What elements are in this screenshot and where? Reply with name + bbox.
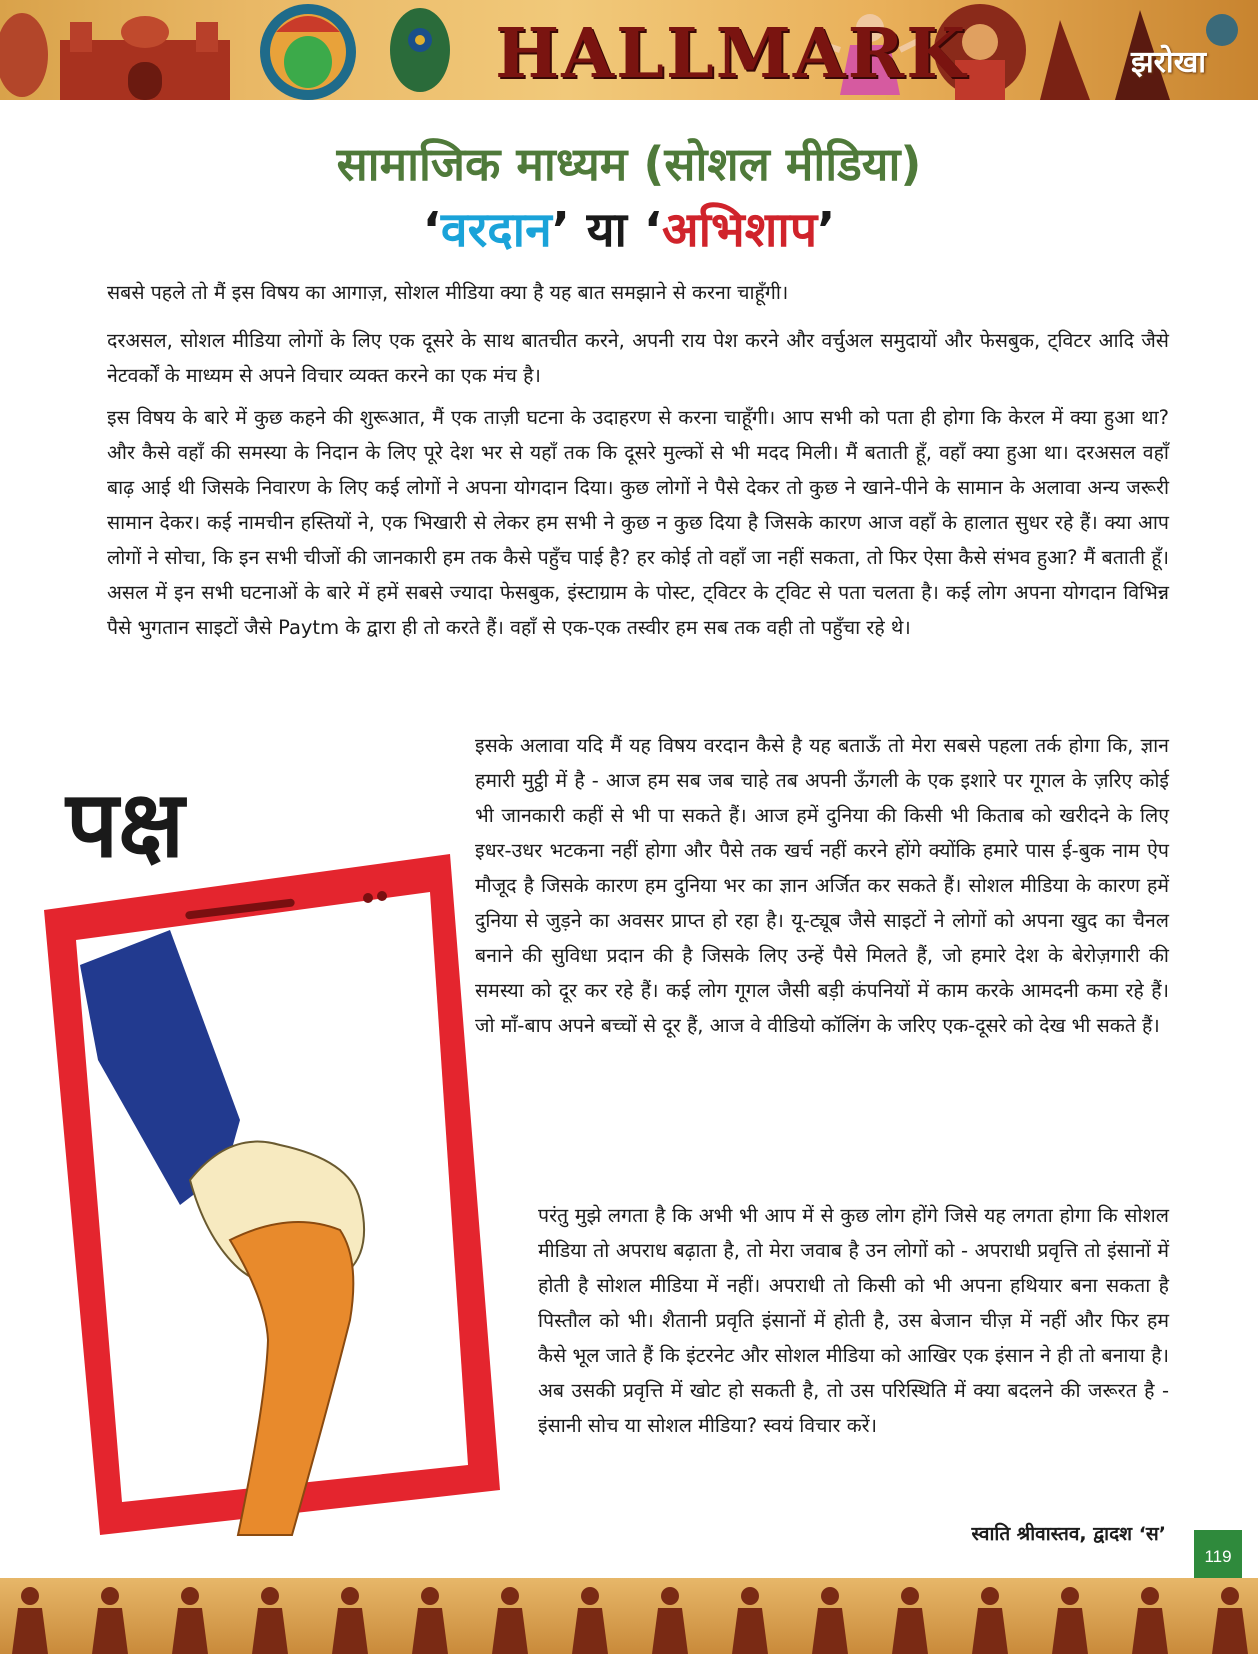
phone-camera-dot <box>363 893 373 903</box>
title-word-curse: अभिशाप <box>661 202 818 258</box>
phone-camera-dot-2 <box>377 891 387 901</box>
quote-open-2: ‘ <box>643 202 662 258</box>
kathakali-face-art <box>260 4 356 100</box>
section-tag: झरोखा <box>1130 45 1206 80</box>
footer-banner <box>0 1578 1258 1654</box>
peacock-art <box>390 8 450 92</box>
mask-art <box>0 13 48 97</box>
paragraph-blessing: इसके अलावा यदि मैं यह विषय वरदान कैसे है यह बताऊँ तो मेरा सबसे पहला तर्क होगा कि, ज्ञान हमारी मुट्ठी में है - आज हम सब जब चाहे तब अपनी ऊँगली के एक इशारे पर गूगल के ज़रिए कोई भी जानकारी कहीं से भी पा सकते हैं। आज हमें दुनिया की किसी भी किताब को खरीदने के लिए इधर-उधर भटकना नहीं होगा और पैसे तक खर्च नहीं करने होंगे क्योंकि हमारे पास ई-बुक नाम ऐप मौजूद है जिसके कारण हम दुनिया भर का ज्ञान अर्जित कर सकते हैं। सोशल मीडिया के कारण हमें दुनिया से जुड़ने का अवसर प्राप्त हो रहा है। यू-ट्यूब जैसे साइटों ने लोगों को अपना खुद का चैनल बनाने की सुविधा प्रदान की है जिसके लिए उन्हें पैसे मिलते हैं, जो हमारे देश के बेरोज़गारी की समस्या को दूर कर रहे हैं। कई लोग गूगल जैसी बड़ी कंपनियों में काम करके आमदनी कमा रहे हैं। जो माँ-बाप अपने बच्चों से दूर हैं, आज वे वीडियो कॉलिंग के जरिए एक-दूसरे को देख भी सकते हैं। <box>475 734 1169 1037</box>
author-signature: स्वाति श्रीवास्तव, द्वादश ‘स’ <box>971 1523 1166 1545</box>
footer-figures-art <box>0 1578 1258 1654</box>
quote-close-2: ’ <box>817 202 836 258</box>
page-number-badge: 119 <box>1194 1530 1242 1584</box>
paragraph-definition: दरअसल, सोशल मीडिया लोगों के लिए एक दूसरे के साथ बातचीत करने, अपनी राय पेश करने और वर्चुअल समुदायों और फेसबुक, ट्विटर आदि जैसे नेटवर्कों के माध्यम से अपने विचार व्यक्त करने का एक मंच है। <box>107 329 1169 387</box>
quote-close: ’ <box>551 202 570 258</box>
paragraph-intro: सबसे पहले तो मैं इस विषय का आगाज़, सोशल मीडिया क्या है यह बात समझाने से करना चाहूँगी। <box>107 281 789 304</box>
quote-open: ‘ <box>422 202 441 258</box>
title-connector: या <box>570 202 644 258</box>
title-word-blessing: वरदान <box>440 202 552 258</box>
illustration-label: पक्ष <box>66 770 185 878</box>
brand-title: HALLMARK <box>495 14 968 94</box>
paragraph-kerala-example: इस विषय के बारे में कुछ कहने की शुरूआत, मैं एक ताज़ी घटना के उदाहरण से करना चाहूँगी। आप सभी को पता ही होगा कि केरल में क्या हुआ था? और कैसे वहाँ की समस्या के निदान के लिए पूरे देश भर से यहाँ तक कि दूसरे मुल्कों से भी मदद मिली। मैं बताती हूँ, वहाँ क्या हुआ था। दरअसल वहाँ बाढ़ आई थी जिसके निवारण के लिए कई लोगों ने अपना योगदान दिया। कुछ लोगों ने पैसे देकर तो कुछ ने खाने-पीने के सामान के अलावा अन्य जरूरी सामान देकर। कई नामचीन हस्तियों ने, एक भिखारी से लेकर हम सभी ने कुछ न कुछ दिया है जिसके कारण आज वहाँ के हालात सुधर रहे हैं। क्या आप लोगों ने सोचा, कि इन सभी चीजों की जानकारी हम तक कैसे पहुँच पाई है? हर कोई तो वहाँ जा नहीं सकता, तो फिर ऐसा कैसे संभव हुआ? मैं बताती हूँ। असल में इन सभी घटनाओं के बारे में हमें सबसे ज्यादा फेसबुक, इंस्टाग्राम के पोस्ट, ट्विटर के ट्विट से पता चलता है। कई लोग अपना योगदान विभिन्न पैसे भुगतान साइटों जैसे Paytm के द्वारा ही तो करते हैं। वहाँ से एक-एक तस्वीर हम सब तक वही तो पहुँचा रहे थे। <box>107 406 1169 639</box>
paragraph-counterargument: परंतु मुझे लगता है कि अभी भी आप में से कुछ लोग होंगे जिसे यह लगता होगा कि सोशल मीडिया तो अपराध बढ़ाता है, तो मेरा जवाब है उन लोगों को - अपराधी प्रवृत्ति तो इंसानों में होती है सोशल मीडिया में नहीं। अपराधी तो किसी को भी अपना हथियार बना सकता है पिस्तौल को भी। शैतानी प्रवृति इंसानों में होती है, उस बेजान चीज़ में नहीं और फिर हम कैसे भूल जाते हैं कि इंटरनेट और सोशल मीडिया को आखिर एक इंसान ने ही तो बनाया है। अब उसकी प्रवृत्ति में खोट हो सकती है, तो उस परिस्थिति में क्या बदलने की जरूरत है - इंसानी सोच या सोशल मीडिया? स्वयं विचार करें। <box>538 1204 1169 1437</box>
article-title-line2 <box>0 196 1258 261</box>
fort-art <box>60 16 230 100</box>
header-banner <box>0 0 1258 100</box>
article-title-line1: सामाजिक माध्यम (सोशल मीडिया) <box>336 137 922 191</box>
